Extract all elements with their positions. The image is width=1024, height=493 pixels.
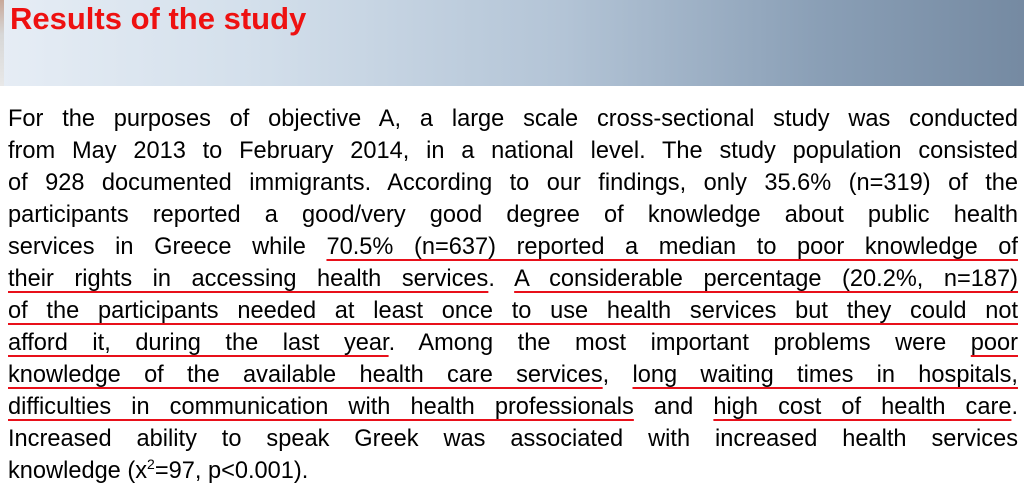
text-line-3: of 928 documented immigrants. According to our findings, only 35.6% (n=319) of the <box>8 170 1018 196</box>
text-line-6 <box>8 263 1018 295</box>
text-line-9 <box>8 359 1018 391</box>
underlined-problem-knowledge: knowledge of the available health care services <box>8 362 603 388</box>
text-line-1: For the purposes of objective A, a large scale cross-sectional study was conducted <box>8 106 1018 132</box>
text-segment: . <box>488 266 515 292</box>
superscript: 2 <box>147 456 155 473</box>
text-segment: services in Greece while <box>8 234 327 260</box>
underlined-finding-knowledge: 70.5% (n=637) reported a median to poor knowledge of <box>326 234 1018 260</box>
slide-title: Results of the study <box>10 1 307 36</box>
text-line-7: of the participants needed at least once to use health services but they could not <box>8 298 1018 324</box>
underlined-problem-communication: difficulties in communication with health professionals <box>8 394 634 420</box>
underlined-finding-rights: their rights in accessing health services <box>8 266 489 292</box>
underlined-problem-waiting: long waiting times in hospitals, <box>632 362 1018 388</box>
text-segment: , <box>602 362 633 388</box>
text-segment: and <box>633 394 714 420</box>
text-line-11: Increased ability to speak Greek was associated with increased health services <box>8 426 1018 452</box>
text-segment: . Among the most important problems were <box>388 330 971 356</box>
underlined-problem-cost: high cost of health care <box>713 394 1012 420</box>
title-banner <box>0 0 1024 86</box>
text-line-2: from May 2013 to February 2014, in a national level. The study population consisted <box>8 138 1018 164</box>
underlined-finding-afford: afford it, during the last year <box>8 330 389 356</box>
text-segment: knowledge (x <box>8 458 148 484</box>
underlined-finding-percentage: A considerable percentage (20.2%, n=187) <box>514 266 1019 292</box>
results-paragraph <box>8 103 1018 487</box>
text-line-10 <box>8 391 1018 423</box>
text-line-12 <box>8 455 1018 487</box>
text-segment: . <box>1011 394 1018 420</box>
text-line-4: participants reported a good/very good degree of knowledge about public health <box>8 202 1018 228</box>
underlined-problem-poor: poor <box>970 330 1018 356</box>
text-line-5 <box>8 231 1018 263</box>
text-line-8 <box>8 327 1018 359</box>
text-segment: =97, p<0.001). <box>154 458 309 484</box>
banner-edge <box>0 0 4 86</box>
